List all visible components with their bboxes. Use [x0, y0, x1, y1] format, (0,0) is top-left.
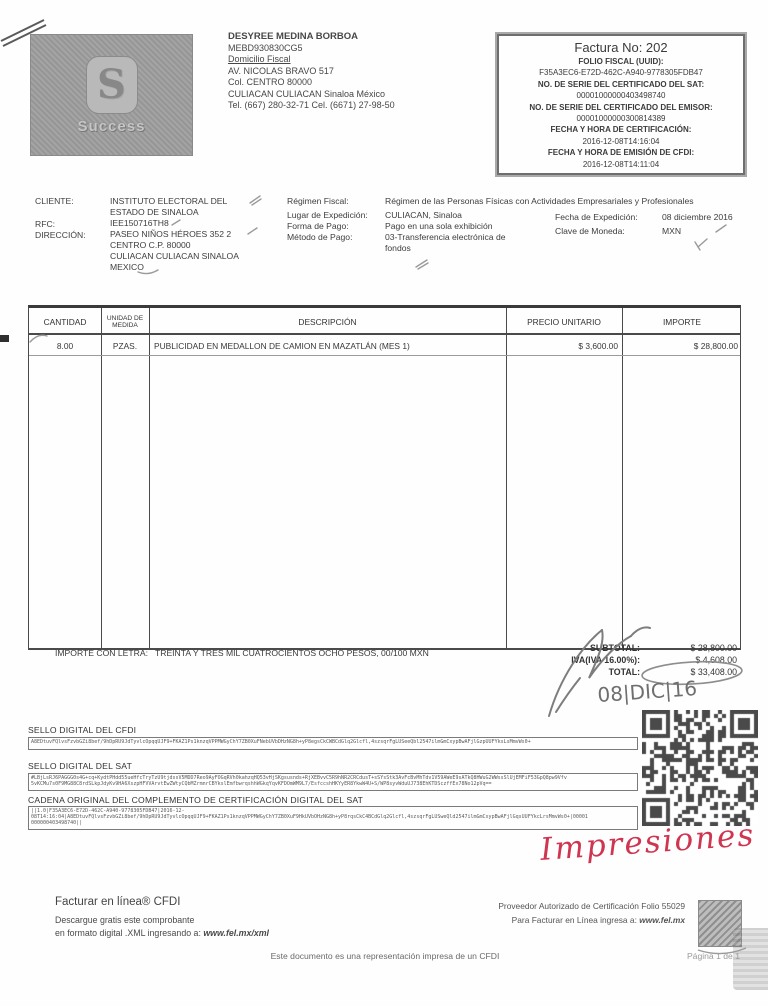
- iva-row: IVA(IVA 16.00%): $ 4,608.00: [571, 655, 737, 665]
- column-divider: [101, 308, 102, 648]
- moneda-label: Clave de Moneda:: [555, 226, 625, 236]
- fel-url-line: en formato digital .XML ingresando a: www.fel.mx/xml: [55, 928, 269, 938]
- cadena-original-text: ||1.0|F35A3EC6-E72D-462C-A940-9778305FDB47|2016-12- 08T14:16:04|A8EDtuvFQlvsFzvbGZi8bef/9hDpRU9JdTyvlcOpqqUJF9+FKAZ1Ps1knzqVPPMWGyChY7ZB0XuF9HkUVbOHzNG8h+yP8rqsCkC4BCdGlq2Glcfl,4szsqrFgLUSweQld2547ilmGmCxypBwAFjlGqsUUFYkcLrsMmvWs0+|00001 000000403498740||: [28, 806, 638, 830]
- vendor-block: [228, 31, 488, 112]
- column-divider: [149, 308, 150, 648]
- header-descripcion: DESCRIPCIÓN: [298, 316, 357, 327]
- metodo-value-line: 03-Transferencia electrónica de: [385, 232, 506, 242]
- vendor-address-line: CULIACAN CULIACAN Sinaloa México: [228, 88, 386, 99]
- fel-url: www.fel.mx: [639, 915, 685, 925]
- column-divider: [622, 308, 623, 648]
- header-cantidad: CANTIDAD: [43, 316, 87, 327]
- rfc-label: RFC:: [35, 219, 56, 229]
- cell-cantidad: 8.00: [56, 340, 74, 351]
- subtotal-row: SUBTOTAL: $ 28,800.00: [589, 643, 737, 653]
- field-value: 00001000000300814389: [576, 114, 666, 124]
- amount-in-words: [55, 648, 429, 658]
- client-rfc: IEE150716TH8: [110, 218, 169, 228]
- moneda-value: MXN: [662, 226, 682, 236]
- field-label: NO. DE SERIE DEL CERTIFICADO DEL SAT:: [537, 79, 705, 89]
- fel-cfdi-title: Facturar en línea® CFDI: [55, 896, 181, 908]
- cell-importe: $ 28,800.00: [693, 340, 738, 351]
- client-name-line: ESTADO DE SINALOA: [110, 207, 199, 217]
- sello-cfdi-label: SELLO DIGITAL DEL CFDI: [28, 725, 137, 735]
- direccion-label: DIRECCIÓN:: [35, 230, 86, 240]
- invoice-fiscal-box: [497, 34, 745, 175]
- header-precio: PRECIO UNITARIO: [527, 316, 601, 327]
- client-address-line: CULIACAN CULIACAN SINALOA: [110, 251, 239, 261]
- fecha-value: 08 diciembre 2016: [662, 212, 733, 222]
- cell-precio: $ 3,600.00: [578, 340, 618, 351]
- vendor-name: DESYREE MEDINA BORBOA: [228, 31, 359, 42]
- field-value: 00001000000403498740: [576, 91, 666, 101]
- regimen-label: Régimen Fiscal:: [287, 196, 349, 206]
- scan-artifact-dash: [0, 335, 9, 342]
- metodo-value-line: fondos: [385, 243, 411, 253]
- field-value: 2016-12-08T14:11:04: [582, 159, 660, 169]
- table-header-row: [29, 308, 740, 335]
- expedition-labels: [555, 210, 660, 238]
- header-unidad: UNIDAD DE MEDIDA: [106, 314, 144, 329]
- logo-monogram-icon: S: [86, 56, 138, 114]
- field-label: FECHA Y HORA DE EMISIÓN DE CFDI:: [547, 148, 695, 158]
- client-address-line: CENTRO C.P. 80000: [110, 240, 191, 250]
- items-table: [28, 305, 741, 650]
- table-row: [29, 335, 740, 356]
- header-importe: IMPORTE: [662, 316, 701, 327]
- fel-xml-url: www.fel.mx/xml: [203, 928, 269, 938]
- vendor-fiscal-heading: Domicilio Fiscal: [228, 54, 291, 64]
- cfdi-representation-note: Este documento es una representación impresa de un CFDI: [270, 951, 500, 961]
- cadena-original-label: CADENA ORIGINAL DEL COMPLEMENTO DE CERTIFICACIÓN DIGITAL DEL SAT: [28, 795, 364, 805]
- field-label: NO. DE SERIE DEL CERTIFICADO DEL EMISOR:: [529, 102, 713, 112]
- vendor-address-line: Col. CENTRO 80000: [228, 77, 313, 87]
- total-row: TOTAL: $ 33,408.00: [608, 667, 737, 677]
- totals-block: [460, 642, 740, 678]
- fel-download-line: Descargue gratis este comprobante: [55, 915, 195, 925]
- client-labels: [35, 196, 107, 241]
- field-value: 2016-12-08T14:16:04: [582, 136, 660, 146]
- lugar-label: Lugar de Expedición:: [287, 210, 368, 220]
- logo-brand-text: Success: [77, 117, 146, 135]
- client-address-line: MEXICO: [110, 262, 144, 272]
- amount-words-label: IMPORTE CON LETRA:: [55, 648, 148, 658]
- client-name-line: INSTITUTO ELECTORAL DEL: [110, 196, 228, 206]
- forma-value: Pago en una sola exhibición: [385, 221, 493, 231]
- page-number: Página 1 de 1: [686, 951, 740, 961]
- cell-unidad: PZAS.: [112, 340, 138, 351]
- pac-url-line: Para Facturar en Línea ingresa a: www.fel.mx: [511, 915, 685, 925]
- amount-words-text: TREINTA Y TRES MIL CUATROCIENTOS OCHO PESOS, 00/100 MXN: [154, 648, 429, 658]
- fiscal-labels: [287, 196, 382, 243]
- vendor-address-line: AV. NICOLAS BRAVO 517: [228, 65, 334, 76]
- invoice-number: Factura No: 202: [574, 40, 668, 55]
- metodo-label: Método de Pago:: [287, 232, 353, 242]
- cell-descripcion: PUBLICIDAD EN MEDALLON DE CAMION EN MAZATLÁN (MES 1): [154, 340, 410, 351]
- handwritten-note-red: Impresiones: [539, 817, 757, 868]
- expedition-values: [662, 210, 752, 238]
- cliente-label: CLIENTE:: [35, 196, 74, 206]
- client-address-line: PASEO NIÑOS HÉROES 352 2: [110, 229, 232, 239]
- sello-cfdi-text: A8EDtuvFQlvsFzvbGZi8bef/9hDpRU9JdTyvlcOpqqUJF9+FKAZ1Ps1knzqVPPMWGyChY7ZB0XuFNebUVbDHzNG8h+yP8egsCkCWBCdGlq2Glcfl,4szsqrFgLUSeeQbl2547ilmGmCxypBwAFjlGzpUUFYksLsMmvWs0+: [28, 737, 638, 750]
- field-label: FOLIO FISCAL (UUID):: [578, 57, 664, 66]
- sello-sat-text: #LBjLsRJ6PAGGG0s4G+cq+KydtPHdd55ueHfcTryTzU9tjdssV5MDD7Reo9AyFOGqRVh0kahzqHQ53vHjSKgsusnds+RjXEBvvC5R9hNR2CRCdusT+sSYsStk3AvFcBvMhTdv1V59AWeE9sATkQ8HWuG2WWssSlUjEMFiF53GpQ8pw9Vfv 5vKCMu7s0F9MG88C8rdSLkpJdyKv9HA6XszpHFVVArvtEwZWtyCQbMZrmnrCBYkslEmfbwrqshhWGkqYqvKFDOmWM9L7/EsfccshHKYyER8YkwW4U+S/WP8syvWduUJ738EhKTDSczffEx78No12pVq==: [28, 773, 638, 791]
- lugar-value: CULIACAN, Sinaloa: [385, 210, 462, 220]
- pac-folio-line: Proveedor Autorizado de Certificación Folio 55029: [498, 901, 685, 911]
- client-values: [110, 196, 280, 273]
- regimen-value: Régimen de las Personas Físicas con Actividades Empresariales y Profesionales: [385, 196, 694, 206]
- handwritten-date: 08|DIC|16: [596, 676, 698, 707]
- fecha-label: Fecha de Expedición:: [555, 212, 638, 222]
- column-divider: [506, 308, 507, 648]
- field-value: F35A3EC6-E72D-462C-A940-9778305FDB47: [539, 68, 703, 78]
- qr-code: [642, 710, 758, 826]
- vendor-rfc: MEBD930830CG5: [228, 42, 303, 53]
- sello-sat-label: SELLO DIGITAL DEL SAT: [28, 761, 133, 771]
- field-label: FECHA Y HORA DE CERTIFICACIÓN:: [550, 125, 692, 135]
- forma-label: Forma de Pago:: [287, 221, 349, 231]
- vendor-logo: [30, 34, 193, 156]
- vendor-phone: Tel. (667) 280-32-71 Cel. (6671) 27-98-50: [228, 100, 395, 110]
